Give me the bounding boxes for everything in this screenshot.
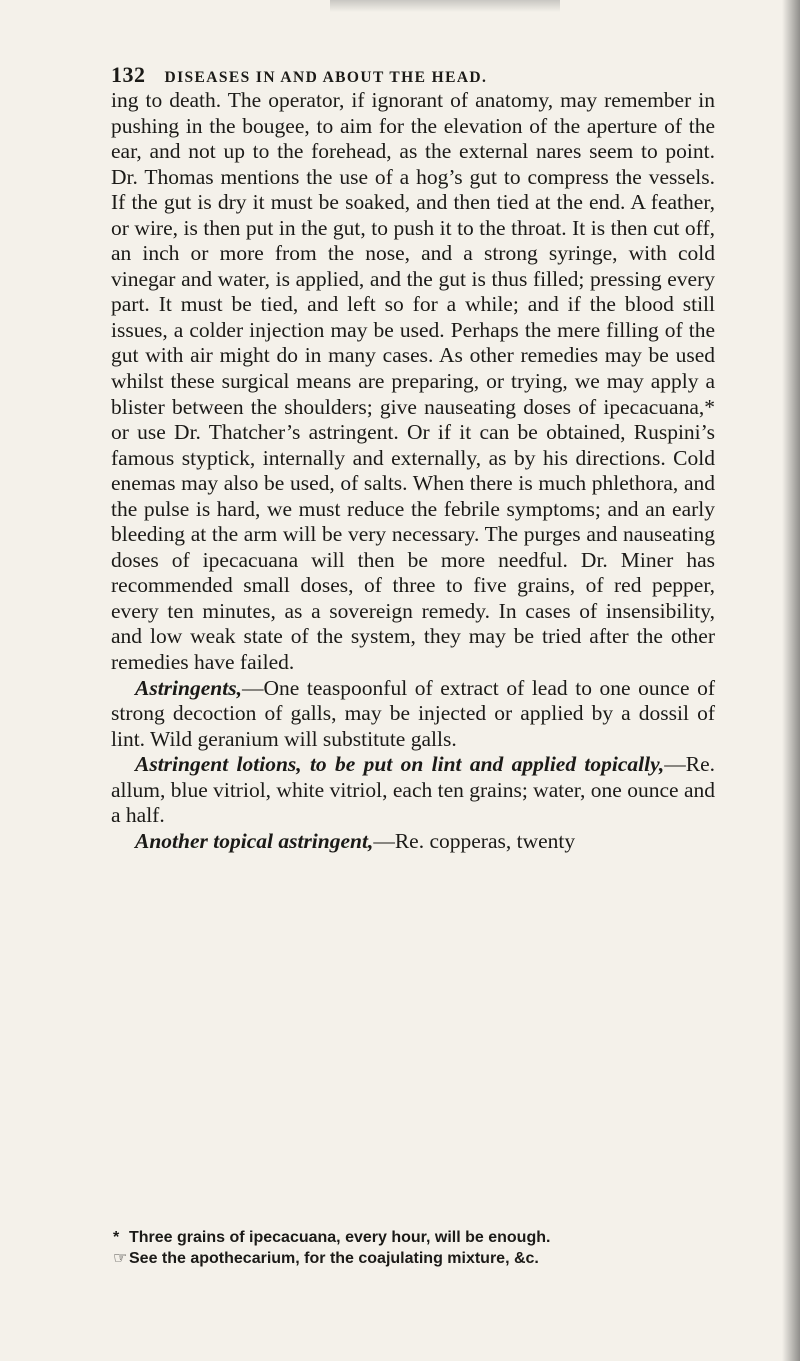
footnote-2-text: See the apothecarium, for the coajulating mixture, &c. [129,1250,539,1267]
page-number: 132 [111,62,146,87]
paragraph-1: ing to death. The operator, if ignorant of anatomy, may remember in pushing in the bougee, to aim for the elevation of the aperture of the ear, and not up to the forehead, as the external nares seem to point. Dr. Thomas mentions the use of a hog’s gut to compress the vessels. If the gut is dry it must be soaked, and then tied at the end. A feather, or wire, is then put in the gut, to push it to the throat. It is then cut off, an inch or more from the nose, and a strong syringe, with cold vinegar and water, is applied, and the gut is thus filled; pressing every part. It must be tied, and left so for a while; and if the blood still issues, a colder injection may be used. Perhaps the mere filling of the gut with air might do in many cases. As other remedies may be used whilst these surgical means are preparing, or trying, we may apply a blister between the shoulders; give nauseating doses of ipecacuana,* or use Dr. Thatcher’s astringent. Or if it can be obtained, Ruspini’s famous styptick, internally and externally, as by his directions. Cold enemas may also be used, of salts. When there is much phlethora, and the pulse is hard, we must reduce the febrile symptoms; and an early bleeding at the arm will be very necessary. The purges and nauseating doses of ipecacuana will then be more needful. Dr. Miner has recommended small doses, of three to five grains, of red pepper, every ten minutes, as a sovereign remedy. In cases of insensibility, and low weak state of the system, they may be tried after the other remedies have failed. [111,88,715,675]
page-header [111,62,711,88]
footnote-1-text: Three grains of ipecacuana, every hour, will be enough. [129,1229,551,1246]
paragraph-another-astringent [111,829,715,855]
page-edge-shadow [782,0,800,1361]
text-astringent-lotions: —Re. allum, blue vitriol, white vitriol, each ten grains; water, one ounce and a half. [111,752,715,828]
footnote-asterisk-mark: * [113,1229,120,1246]
running-title: DISEASES IN AND ABOUT THE HEAD. [164,69,488,86]
text-another-astringent: —Re. copperas, twenty [373,828,576,853]
text-astringents: —One teaspoonful of extract of lead to one ounce of strong decoction of galls, may be injected or applied by a dossil of lint. Wild geranium will substitute galls. [111,675,715,751]
heading-astringents: Astringents, [135,675,242,700]
scan-smudge [330,0,560,12]
footnote-2 [113,1248,717,1269]
body-text [111,88,715,854]
pointing-hand-icon: ☞ [113,1250,128,1267]
heading-astringent-lotions: Astringent lotions, to be put on lint and applied topically, [135,752,665,777]
paragraph-astringents [111,676,715,753]
heading-another-astringent: Another topical astringent, [135,828,374,853]
footnotes [113,1227,717,1269]
paragraph-astringent-lotions [111,752,715,829]
footnote-1 [113,1227,717,1248]
